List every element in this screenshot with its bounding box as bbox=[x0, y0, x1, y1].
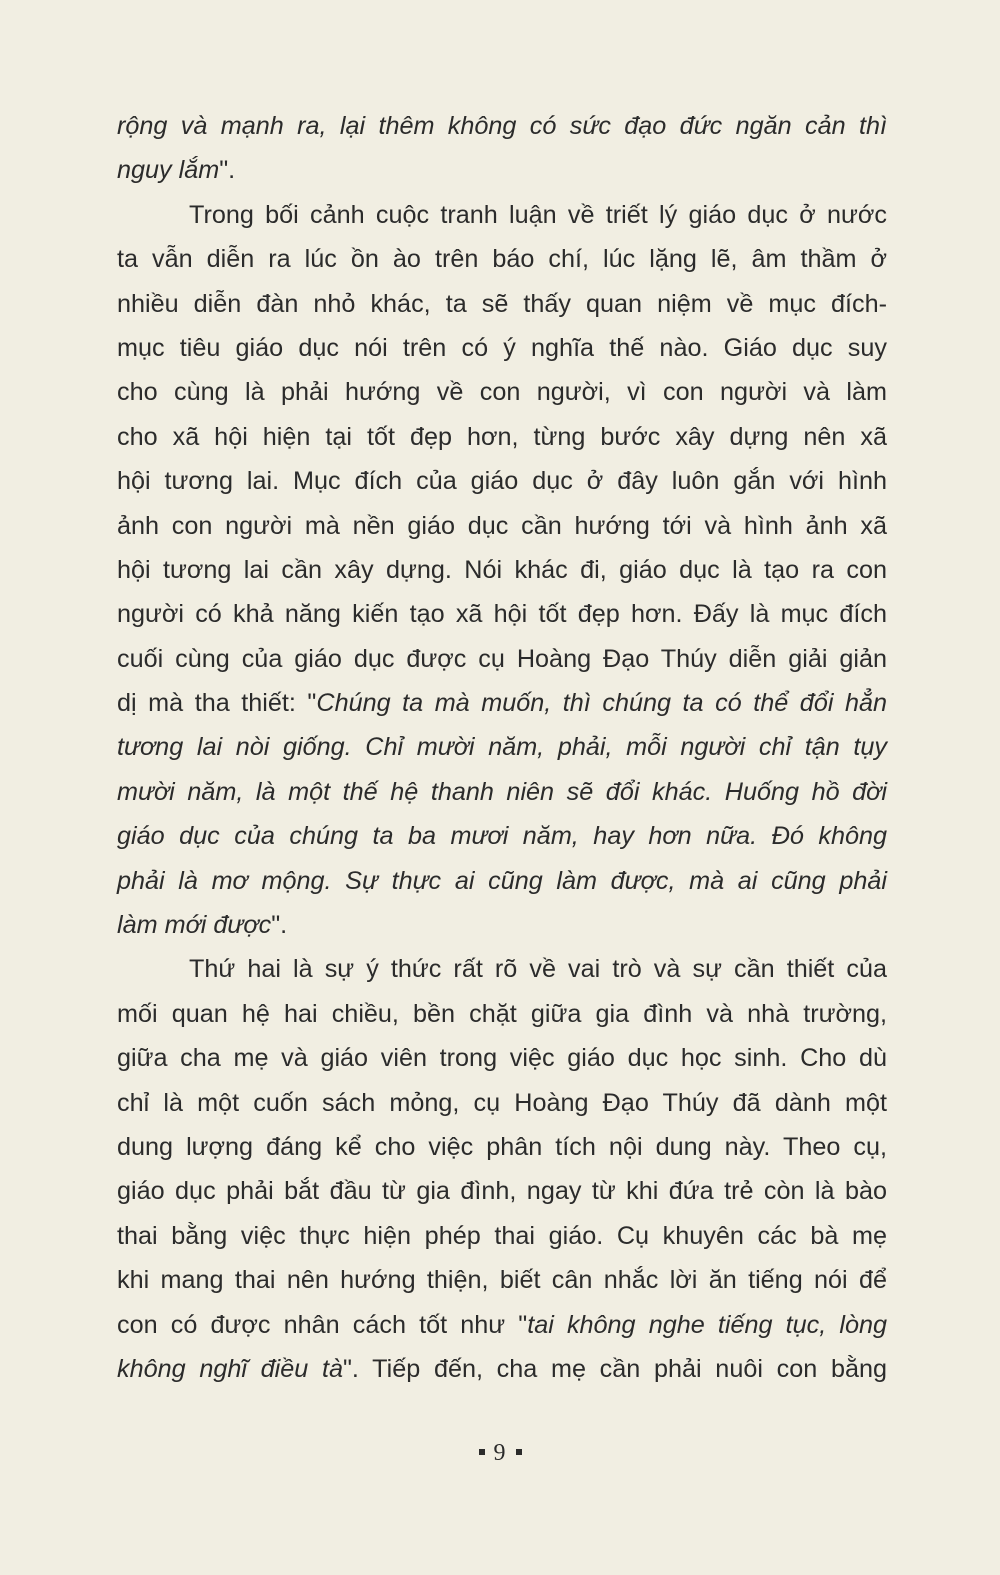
text-line bbox=[117, 370, 887, 414]
body-text-segment: ". bbox=[271, 911, 288, 940]
body-text-segment: Thứ hai là sự ý thức rất rõ về vai trò và sự cần thiết của bbox=[189, 955, 887, 984]
body-text-segment: giáo dục phải bắt đầu từ gia đình, ngay từ khi đứa trẻ còn là bào bbox=[117, 1177, 887, 1206]
body-text-segment: ảnh con người mà nền giáo dục cần hướng tới và hình ảnh xã bbox=[117, 511, 887, 540]
italic-quote-text: mười năm, là một thế hệ thanh niên sẽ đổi khác. Huống hồ đời bbox=[117, 777, 887, 806]
text-line bbox=[117, 1214, 887, 1258]
body-text-segment: cho cùng là phải hướng về con người, vì con người và làm bbox=[117, 378, 887, 407]
text-line bbox=[117, 1169, 887, 1213]
body-text-segment: giữa cha mẹ và giáo viên trong việc giáo dục học sinh. Cho dù bbox=[117, 1044, 887, 1073]
text-line bbox=[117, 548, 887, 592]
text-line bbox=[117, 1303, 887, 1347]
text-line bbox=[117, 1081, 887, 1125]
text-line bbox=[117, 1125, 887, 1169]
body-text-segment: Trong bối cảnh cuộc tranh luận về triết lý giáo dục ở nước bbox=[189, 200, 887, 229]
body-text-segment: chỉ là một cuốn sách mỏng, cụ Hoàng Đạo Thúy đã dành một bbox=[117, 1088, 887, 1117]
italic-quote-text: làm mới được bbox=[117, 911, 272, 940]
text-line bbox=[117, 504, 887, 548]
text-line bbox=[117, 814, 887, 858]
text-line bbox=[117, 459, 887, 503]
text-line bbox=[117, 681, 887, 725]
body-text-segment: khi mang thai nên hướng thiện, biết cân nhắc lời ăn tiếng nói để bbox=[117, 1266, 887, 1295]
italic-quote-text: tai không nghe tiếng tục, lòng bbox=[527, 1310, 887, 1339]
body-text-segment: hội tương lai. Mục đích của giáo dục ở đây luôn gắn với hình bbox=[117, 467, 887, 496]
text-line bbox=[117, 326, 887, 370]
body-text-segment: thai bằng việc thực hiện phép thai giáo. Cụ khuyên các bà mẹ bbox=[117, 1221, 887, 1250]
text-line bbox=[117, 237, 887, 281]
text-line bbox=[117, 1258, 887, 1302]
text-line bbox=[117, 282, 887, 326]
italic-quote-text: giáo dục của chúng ta ba mươi năm, hay hơn nữa. Đó không bbox=[117, 822, 887, 851]
page-number-left-bullet bbox=[479, 1449, 485, 1455]
body-text-segment: mục tiêu giáo dục nói trên có ý nghĩa thế nào. Giáo dục suy bbox=[117, 333, 887, 362]
text-line bbox=[117, 903, 887, 947]
text-line bbox=[117, 637, 887, 681]
text-line bbox=[117, 947, 887, 991]
italic-quote-text: rộng và mạnh ra, lại thêm không có sức đạo đức ngăn cản thì bbox=[117, 112, 887, 140]
body-text-segment: ". Tiếp đến, cha mẹ cần phải nuôi con bằng bbox=[342, 1354, 887, 1383]
text-line bbox=[117, 592, 887, 636]
body-text bbox=[117, 104, 887, 1391]
body-text-segment: hội tương lai cần xây dựng. Nói khác đi, giáo dục là tạo ra con bbox=[117, 555, 887, 584]
body-text-segment: cuối cùng của giáo dục được cụ Hoàng Đạo Thúy diễn giải giản bbox=[117, 644, 887, 673]
body-text-segment: nhiều diễn đàn nhỏ khác, ta sẽ thấy quan niệm về mục đích- bbox=[117, 289, 887, 318]
text-line bbox=[117, 770, 887, 814]
text-line bbox=[117, 193, 887, 237]
text-line bbox=[117, 725, 887, 769]
text-line bbox=[117, 1347, 887, 1391]
body-text-segment: mối quan hệ hai chiều, bền chặt giữa gia đình và nhà trường, bbox=[117, 999, 887, 1028]
page-number-right-bullet bbox=[516, 1449, 522, 1455]
page-number bbox=[0, 1440, 1000, 1467]
body-text-segment: ta vẫn diễn ra lúc ồn ào trên báo chí, lúc lặng lẽ, âm thầm ở bbox=[117, 245, 887, 274]
text-line bbox=[117, 1036, 887, 1080]
text-line bbox=[117, 415, 887, 459]
italic-quote-text: nguy lắm bbox=[117, 156, 220, 185]
body-text-segment: cho xã hội hiện tại tốt đẹp hơn, từng bước xây dựng nên xã bbox=[117, 422, 887, 451]
body-text-segment: dung lượng đáng kể cho việc phân tích nội dung này. Theo cụ, bbox=[117, 1132, 887, 1161]
text-line bbox=[117, 104, 887, 148]
body-text-segment: ". bbox=[219, 156, 236, 185]
text-line bbox=[117, 148, 887, 192]
text-line bbox=[117, 992, 887, 1036]
body-text-segment: con có được nhân cách tốt như " bbox=[117, 1310, 528, 1339]
italic-quote-text: Chúng ta mà muốn, thì chúng ta có thể đổi hẳn bbox=[316, 689, 887, 718]
italic-quote-text: phải là mơ mộng. Sự thực ai cũng làm được, mà ai cũng phải bbox=[117, 866, 887, 895]
body-text-segment: dị mà tha thiết: " bbox=[117, 689, 317, 718]
italic-quote-text: tương lai nòi giống. Chỉ mười năm, phải, mỗi người chỉ tận tụy bbox=[117, 733, 887, 762]
text-line bbox=[117, 859, 887, 903]
body-text-segment: người có khả năng kiến tạo xã hội tốt đẹp hơn. Đấy là mục đích bbox=[117, 600, 887, 629]
page-number-value: 9 bbox=[493, 1440, 507, 1466]
italic-quote-text: không nghĩ điều tà bbox=[117, 1354, 343, 1383]
